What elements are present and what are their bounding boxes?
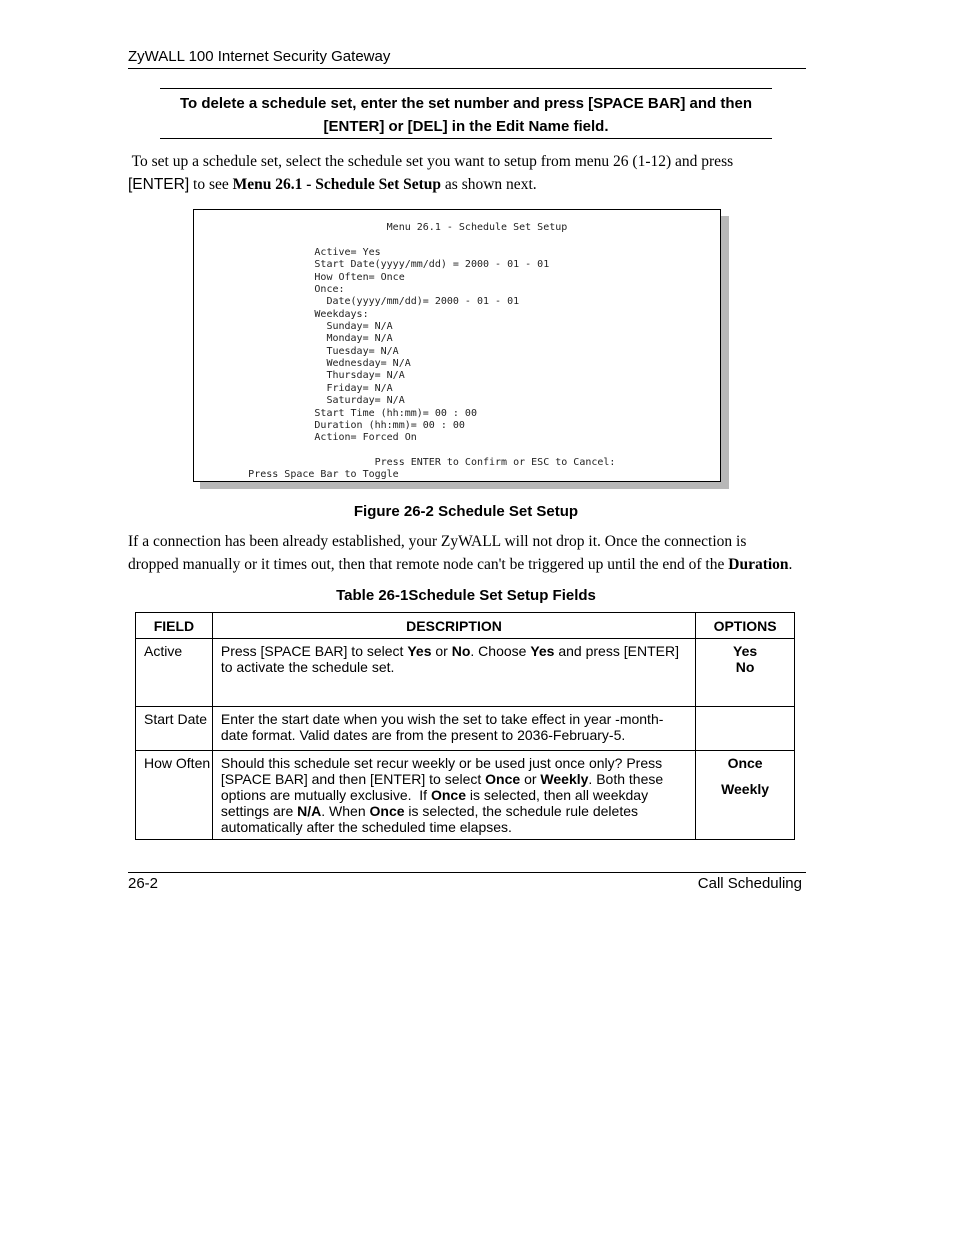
table-row	[136, 639, 795, 707]
options-cell	[696, 639, 795, 707]
desc-text: . Both these options are mutually exclusive. If	[220, 771, 668, 803]
intro-paragraph	[128, 150, 808, 196]
intro-enter-key: [ENTER]	[128, 176, 190, 193]
option-value: Weekly	[721, 781, 770, 797]
header-divider	[128, 68, 806, 69]
header-description: DESCRIPTION	[212, 613, 695, 639]
desc-bold: Once	[485, 771, 521, 787]
intro-shown-next: as shown next.	[441, 176, 537, 193]
intro-to-see: to see	[189, 176, 233, 193]
intro-menu-ref: Menu 26.1 - Schedule Set Setup	[232, 176, 442, 193]
header-field: FIELD	[136, 613, 213, 639]
chapter-name: Call Scheduling	[697, 875, 802, 892]
desc-text: or	[431, 643, 452, 659]
description-cell: Enter the start date when you wish the set to take effect in year -month-date format. Valid dates are from the present to 2036-February-5.	[212, 707, 695, 751]
desc-text: is selected, the schedule rule deletes automatically after the scheduled time elapses.	[220, 803, 638, 835]
options-cell	[696, 751, 795, 840]
para2-period: .	[788, 556, 793, 573]
desc-text: and press [ENTER] to activate the schedule set.	[220, 643, 679, 675]
description-cell	[212, 751, 695, 840]
desc-bold: Once	[369, 803, 405, 819]
terminal-screen	[193, 209, 721, 482]
header-options: OPTIONS	[696, 613, 795, 639]
table-row	[136, 707, 795, 751]
field-cell: Active	[136, 639, 213, 707]
description-cell	[212, 639, 695, 707]
field-cell: Start Date	[136, 707, 213, 751]
option-value: Yes	[733, 643, 758, 659]
table-row	[136, 751, 795, 840]
terminal-text: Menu 26.1 - Schedule Set Setup Active= Yes Start Date(yyyy/mm/dd) = 2000 - 01 - 01 How Often= Once Once: Date(yyyy/mm/dd)= 2000 - 01 - 01 Weekdays: Sunday= N/A Monday= N/A Tuesday= N/A Wednesday= N/A Thursday= N/A Friday= N/A Saturday= N/A Start Time (hh:mm)= 00 : 00 Duration (hh:mm)= 00 : 00 Action= Forced On Press ENTER to Confirm or ESC to Cancel: Press Space Bar to Toggle	[248, 222, 616, 481]
desc-bold: Weekly	[540, 771, 589, 787]
field-cell: How Often	[136, 751, 213, 840]
desc-text: is selected, then all weekday settings are	[220, 787, 649, 819]
table-header-row	[136, 613, 795, 639]
desc-bold: No	[451, 643, 471, 659]
option-value: No	[735, 659, 755, 675]
note-line-1: To delete a schedule set, enter the set number and press [SPACE BAR] and then	[179, 95, 753, 112]
table-caption: Table 26-1Schedule Set Setup Fields	[336, 587, 596, 604]
desc-text: Should this schedule set recur weekly or be used just once only? Press [SPACE BAR] and then [ENTER] to select	[220, 755, 663, 787]
desc-bold: N/A	[297, 803, 322, 819]
desc-text: Press [SPACE BAR] to select	[220, 643, 408, 659]
figure-caption: Figure 26-2 Schedule Set Setup	[353, 503, 579, 520]
desc-bold: Yes	[530, 643, 555, 659]
desc-bold: Yes	[407, 643, 432, 659]
intro-text: To set up a schedule set, select the schedule set you want to setup from menu 26 (1-12) and press	[128, 153, 734, 170]
page-number: 26-2	[128, 875, 159, 892]
fields-table	[135, 612, 795, 840]
desc-text: . When	[321, 803, 370, 819]
desc-text: or	[520, 771, 541, 787]
desc-bold: Once	[430, 787, 466, 803]
option-value: Once	[727, 755, 763, 771]
para2-line1: If a connection has been already established, your ZyWALL will not drop it. Once the connection is	[128, 533, 747, 550]
note-line-2: [ENTER] or [DEL] in the Edit Name field.	[323, 118, 609, 135]
footer-divider	[128, 872, 806, 873]
connection-paragraph	[128, 530, 808, 576]
header-title: ZyWALL 100 Internet Security Gateway	[128, 48, 391, 65]
note-box	[160, 88, 772, 139]
desc-text: . Choose	[470, 643, 531, 659]
para2-line2: dropped manually or it times out, then that remote node can't be triggered up until the end of the	[128, 556, 729, 573]
para2-duration: Duration	[728, 556, 789, 573]
options-cell	[696, 707, 795, 751]
